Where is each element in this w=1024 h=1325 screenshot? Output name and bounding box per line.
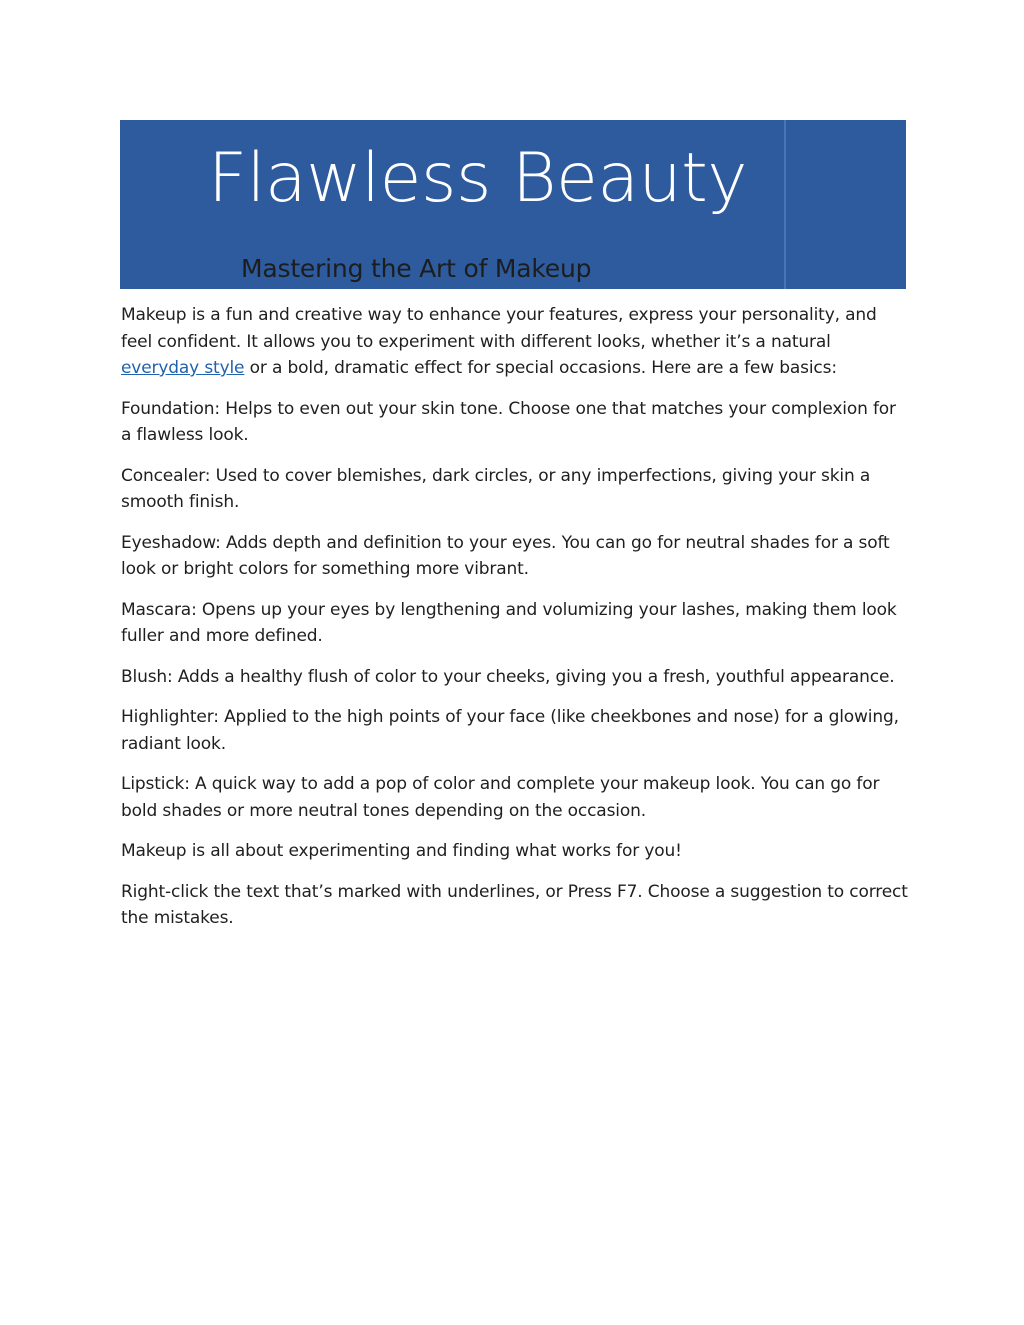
lipstick-paragraph: Lipstick: A quick way to add a pop of color and complete your makeup look. You can go for bold shades or more neutral tones depending on the occasion. [121,774,880,821]
concealer-paragraph: Concealer: Used to cover blemishes, dark circles, or any imperfections, giving your skin a smooth finish. [121,465,871,512]
mascara-paragraph: Mascara: Opens up your eyes by lengthening and volumizing your lashes, making them look fuller and more defined. [121,599,897,646]
document-body [121,302,911,946]
highlighter-paragraph: Highlighter: Applied to the high points of your face (like cheekbones and nose) for a glowing, radiant look. [121,707,899,754]
blush-paragraph: Blush: Adds a healthy flush of color to your cheeks, giving you a fresh, youthful appearance. [121,666,895,687]
foundation-paragraph: Foundation: Helps to even out your skin tone. Choose one that matches your complexion for a flawless look. [121,398,896,445]
tip-paragraph: Right-click the text that’s marked with underlines, or Press F7. Choose a suggestion to correct the mistakes. [121,881,908,928]
intro-text-start: Makeup is a fun and creative way to enhance your features, express your personality, and feel confident. It allows you to experiment with different looks, whether it’s a natural [121,305,877,352]
document-title: Flawless Beauty [208,139,748,218]
title-banner [120,120,906,289]
intro-paragraph [121,302,911,382]
closing-paragraph: Makeup is all about experimenting and finding what works for you! [121,841,682,861]
eyeshadow-paragraph: Eyeshadow: Adds depth and definition to your eyes. You can go for neutral shades for a soft look or bright colors for something more vibrant. [121,532,890,579]
document-subtitle: Mastering the Art of Makeup [241,254,592,283]
everyday-style-link[interactable]: everyday style [121,358,245,378]
intro-text-end: or a bold, dramatic effect for special occasions. Here are a few basics: [244,358,837,378]
